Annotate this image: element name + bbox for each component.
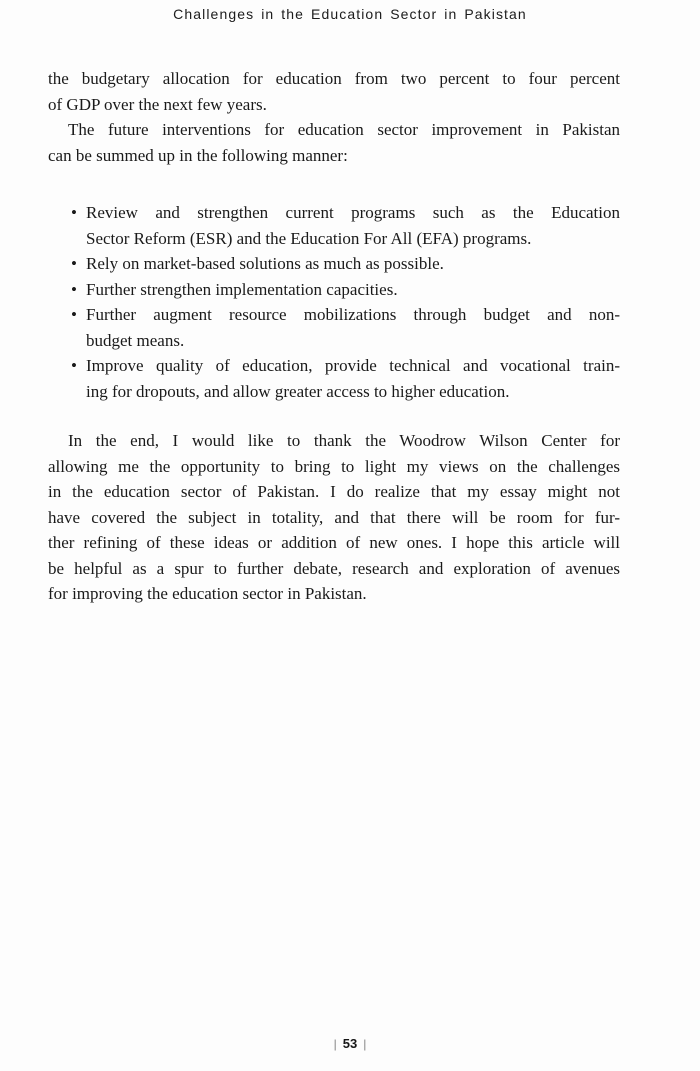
text-line: Sector Reform (ESR) and the Education For All (EFA) programs. [86,228,532,248]
text-line: Review and strengthen current programs such as the Education [86,203,620,222]
text-line: for improving the education sector in Pakistan. [48,584,367,603]
text-line: allowing me the opportunity to bring to light my views on the challenges [48,456,620,476]
text-line: of GDP over the next few years. [48,94,267,114]
text-line: the budgetary allocation for education from two percent to four percent [48,69,620,88]
bullet-list [48,200,620,404]
bullet-icon: • [71,279,77,299]
text-line: Further augment resource mobilizations through budget and non- [86,305,620,324]
text-line: budget means. [86,330,185,350]
list-item [48,251,620,277]
page-title: Challenges in the Education Sector in Pakistan [173,6,527,22]
text-line: have covered the subject in totality, and that there will be room for fur- [48,507,620,527]
text-line: be helpful as a spur to further debate, research and exploration of avenues [48,558,620,578]
text-line: ing for dropouts, and allow greater access to higher education. [86,381,510,401]
closing-paragraph [48,428,620,607]
text-line: ther refining of these ideas or addition of new ones. I hope this article will [48,533,620,552]
list-item [48,353,620,404]
paragraph [48,117,620,168]
text-line: The future interventions for education sector improvement in Pakistan [68,120,620,139]
page-footer [0,1036,700,1051]
list-item [48,277,620,303]
text-line: In the end, I would like to thank the Woodrow Wilson Center for [68,431,620,450]
bullet-icon: • [71,305,77,324]
list-item [48,200,620,251]
text-line: Rely on market-based solutions as much as possible. [86,254,444,273]
paragraph [48,66,620,117]
bullet-icon: • [71,254,77,273]
bullet-icon: • [71,203,77,222]
text-line: Further strengthen implementation capacities. [86,279,398,299]
bullet-icon: • [71,356,77,375]
footer-separator-right: | [363,1037,367,1051]
text-line: in the education sector of Pakistan. I do realize that my essay might not [48,482,620,501]
footer-separator-left: | [333,1037,337,1051]
text-line: Improve quality of education, provide technical and vocational train- [86,356,620,375]
text-line: can be summed up in the following manner: [48,145,348,165]
page-body [48,66,620,607]
list-item [48,302,620,353]
page-number: 53 [342,1036,358,1051]
